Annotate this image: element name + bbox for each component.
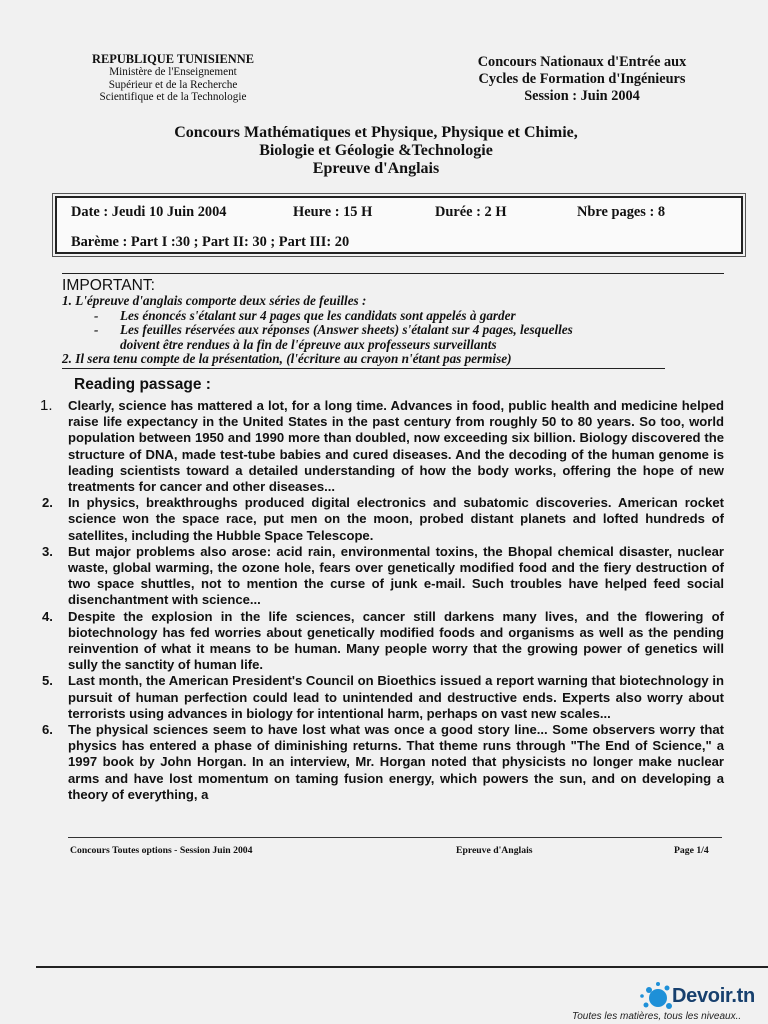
page-count: Nbre pages : 8 [577,204,666,220]
country-name: REPUBLIQUE TUNISIENNE [92,52,254,66]
paragraph-number: 6. [42,722,53,738]
notice-sub-item-2-text-b: doivent être rendues à la fin de l'épreuve aux professeurs surveillants [120,336,497,352]
notice-item-1: 1. L'épreuve d'anglais comporte deux séries de feuilles : [62,293,367,308]
paragraph-number: 3. [42,543,53,559]
contest-line-2: Cycles de Formation d'Ingénieurs [478,71,686,87]
dash-bullet: - [94,307,99,323]
footer-divider [68,837,722,838]
logo-tagline: Toutes les matières, tous les niveaux.. [572,1011,742,1022]
exam-time: Heure : 15 H [293,204,373,220]
contest-line-1: Concours Nationaux d'Entrée aux [477,54,687,70]
reading-passage [40,397,724,803]
important-notice [62,273,724,369]
paragraph [42,543,724,609]
paragraph-text: Last month, the American President's Council on Bioethics issued a report warning that biotechnology in pursuit of human perfection could lead to unintended and destructive ends. Experts also worry about terrorists using advances in biology for intentional harm, perhaps on vast new scales... [68,673,724,721]
notice-sub-item-1-text: Les énoncés s'étalant sur 4 pages que les candidats sont appelés à garder [120,307,516,323]
footer-page-number: Page 1/4 [674,845,709,856]
reading-passage-title: Reading passage : [74,376,211,393]
paragraph-text: The physical sciences seem to have lost what was once a good story line... Some observers worry that physics has entered a phase of diminishing returns. That theme runs through "The End of Science," a 1997 book by John Horgan. In an interview, Mr. Horgan noted that physicists no longer make nuclear arms and have lost momentum on taming fusion energy, which powers the sun, and on developing a theory of everything, a [68,722,724,802]
dash-bullet: - [94,322,99,337]
paragraph [40,397,724,495]
paragraph [42,722,724,803]
title-line-2: Biologie et Géologie &Technologie [259,142,493,160]
paragraph-text: In physics, breakthroughs produced digital electronics and subatomic discoveries. American rocket science won the space race, put men on the moon, probed distant planets and lofted hundreds of satellites, including the Hubble Space Telescope. [68,495,724,543]
title-line-3: Epreuve d'Anglais [312,160,440,178]
session-line: Session : Juin 2004 [524,88,640,104]
notice-divider [62,368,665,369]
title-line-1: Concours Mathématiques et Physique, Physique et Chimie, [174,124,578,141]
ministry-line-2: Supérieur et de la Recherche [108,78,238,91]
bottom-divider [36,966,768,968]
paragraph [42,673,724,722]
paragraph-number: 4. [42,608,53,624]
paragraph-number: 1. [40,397,53,414]
paragraph [42,608,724,674]
paragraph-text: Despite the explosion in the life sciences, cancer still darkens many lives, and the flowering of biotechnology has fed worries about genetically modified foods and organisms as well as the pending reinvention of what it means to be human. Many people worry that the growing power of genetics will sully the sanctity of human life. [68,608,724,673]
footer-subject: Epreuve d'Anglais [456,845,533,856]
exam-title [80,124,672,179]
ministry-header [62,53,284,104]
paragraph-text: But major problems also arose: acid rain, environmental toxins, the Bhopal chemical disaster, nuclear waste, global warming, the ozone hole, fears over genetically modified food and the fiery destruction of two space shuttles, not to mention the curse of junk e-mail. Such troubles have helped feed social disenchantment with science... [68,543,724,608]
notice-sub-item-2-text-a: Les feuilles réservées aux réponses (Answer sheets) s'étalant sur 4 pages, lesquelles [120,322,573,337]
notice-sub-item-1 [62,309,724,324]
paragraph-number: 5. [42,673,53,689]
notice-item-2: 2. Il sera tenu compte de la présentation, (l'écriture au crayon n'étant pas permise) [62,351,512,366]
paragraph-number: 2. [42,495,53,511]
exam-date: Date : Jeudi 10 Juin 2004 [71,204,227,220]
grading-scale: Barème : Part I :30 ; Part II: 30 ; Part III: 20 [71,234,350,250]
footer-session: Concours Toutes options - Session Juin 2004 [70,845,253,856]
logo-wordmark[interactable]: Devoir.tn [672,985,755,1007]
important-title: IMPORTANT: [62,277,155,294]
exam-info-box [55,196,743,254]
paragraph-text: Clearly, science has mattered a lot, for a long time. Advances in food, public health and medicine helped raise life expectancy in the United States in the past century from roughly 50 to 80 years. So too, world population between 1950 and 1990 more than doubled, now exceeding six billion. Biology discovered the structure of DNA, made test-tube babies and cured diseases. And the decoding of the human genome is leading scientists toward a detailed understanding of how the body works, offering the hope of new treatments for cancer and other diseases... [68,398,724,495]
paragraph [42,495,724,544]
ministry-line-1: Ministère de l'Enseignement [109,66,237,78]
ministry-line-3: Scientifique et de la Technologie [99,91,247,104]
contest-header [442,54,722,105]
notice-sub-item-2 [62,323,724,352]
exam-duration: Durée : 2 H [435,204,507,220]
